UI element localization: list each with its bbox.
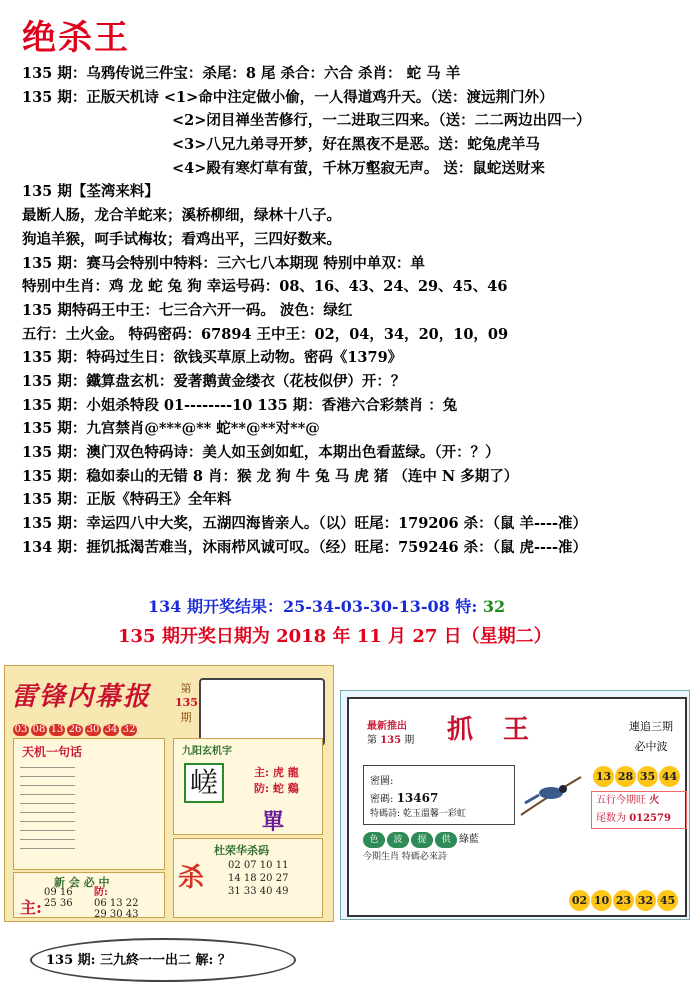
forecast-line: 135 期：特码过生日：欲钱买草原上动物。密码《1379》 <box>22 349 403 367</box>
panel-durong-nums: 02 07 10 11 14 18 20 27 31 33 40 49 <box>228 860 289 897</box>
number-ball: 03 <box>14 724 28 735</box>
panel-jiuyang-title: 九阳玄机字 <box>182 746 232 757</box>
forecast-line: <3>八兄九弟寻开梦，好在黑夜不是恶。送：蛇兔虎羊马 <box>172 136 540 154</box>
number-ball: 10 <box>591 890 612 911</box>
panel-tianji-rows: ───────────── ───────────── ───────────── ───────────── ───────────── ───────────── ───────────── ───────────── ───────────── ───────────── <box>20 764 75 853</box>
poster-right-code-box <box>363 765 515 825</box>
number-ball: 30 <box>86 724 100 735</box>
forecast-line: 五行：土火金。 特码密码：67894 王中王：02，04，34，20，10，09 <box>22 325 509 343</box>
number-ball: 32 <box>635 890 656 911</box>
poster-left-blank-box <box>199 678 325 746</box>
number-ball: 23 <box>613 890 634 911</box>
forecast-line: <2>闭目禅坐苦修行，一二进取三四来。（送：二二两边出四一） <box>172 112 591 130</box>
poster-left-panel-durong <box>173 838 323 918</box>
chip: 波 <box>387 832 409 848</box>
forecast-lines <box>22 62 672 559</box>
poster-right-title: 抓王 <box>447 715 560 745</box>
number-ball: 13 <box>50 724 64 735</box>
poster-left-balls <box>13 724 139 736</box>
poster-left-panel-tianji <box>13 738 165 870</box>
panel-tianji-title: 天机一句话 <box>22 745 83 759</box>
forecast-line: 135 期：乌鸦传说三件宝：杀尾：8 尾 杀合：六合 杀肖： 蛇 马 羊 <box>22 65 461 82</box>
code-value: 密碼: 13467 <box>370 791 439 805</box>
code-mima-label: 密圖: <box>370 776 394 787</box>
number-ball: 32 <box>122 724 136 735</box>
forecast-line: 135 期：鐵算盘玄机：爱著鹅黄金缕衣（花枝似伊）开：？ <box>22 372 406 390</box>
panel-xinhui-key: 主: <box>20 898 42 917</box>
poster-zhuawang <box>340 690 690 920</box>
number-ball: 28 <box>615 766 636 787</box>
forecast-line: 狗追羊猴，呵手试梅妆；看鸡出平，三四好数来。 <box>22 230 341 248</box>
result-numbers: 25-34-03-30-13-08 <box>282 597 450 616</box>
panel-durong-big: 杀 <box>178 863 205 893</box>
forecast-line: 135 期：稳如泰山的无错 8 肖：猴 龙 狗 牛 兔 马 虎 猪 （连中 N 多期了） <box>22 467 519 485</box>
poster-right-verse: 今期生肖 特碼必來詩 <box>363 852 447 862</box>
poster-right-top-balls <box>593 765 681 787</box>
forecast-line: 135 期：九宫禁肖@***@** 蛇**@**对**@ <box>22 420 320 438</box>
number-ball: 02 <box>569 890 590 911</box>
number-ball: 44 <box>659 766 680 787</box>
forecast-line: <4>殿有寒灯草有萤，千林万壑寂无声。 送：鼠蛇送财来 <box>172 159 545 177</box>
poster-right-issue: 第 135 期 <box>367 735 415 746</box>
panel-xinhui-title: 新 会 必 中 <box>54 876 110 889</box>
forecast-line: 135 期：澳门双色特码诗：美人如玉剑如虹，本期出色看蓝绿。（开：？） <box>22 444 500 461</box>
forecast-line: 134 期：捱饥抵渴苦难当，沐雨栉风诚可叹。（经）旺尾：759246 杀：（鼠 虎----准） <box>22 538 588 556</box>
forecast-line: 135 期【荃湾来料】 <box>22 183 159 201</box>
number-ball: 34 <box>104 724 118 735</box>
chip: 提 <box>411 832 433 848</box>
poster-right-bottom-balls <box>569 889 679 911</box>
poster-right-wuxing: 五行今期旺 火 尾数为 012579 <box>591 791 687 829</box>
poster-left-issue: 第 135 期 <box>175 682 198 724</box>
number-ball: 45 <box>657 890 678 911</box>
poster-left-panel-jiuyang <box>173 738 323 835</box>
panel-jiuyang-dan: 單 <box>262 809 285 835</box>
number-ball: 08 <box>32 724 46 735</box>
forecast-line: 135 期：正版《特码王》全年料 <box>22 491 232 509</box>
result-special-label: 特: <box>449 597 483 616</box>
draw-date: 135 期开奖日期为 2018 年 11 月 27 日（星期二） <box>118 626 552 647</box>
panel-xinhui-nums1: 09 16 25 36 <box>44 887 73 909</box>
poster-right-new: 最新推出 <box>367 721 407 732</box>
poster-right-frame <box>347 697 687 917</box>
panel-durong-title: 杜荣华杀码 <box>214 844 269 857</box>
poster-right-tag: 連追三期 必中波 <box>629 720 673 753</box>
forecast-line: 135 期：赛马会特别中特料：三六七八本期现 特别中单双：单 <box>22 254 425 272</box>
result-label: 134 期开奖结果： <box>148 597 283 616</box>
chip: 色 <box>363 832 385 848</box>
panel-jiuyang-main: 主: 虎 龍 防: 蛇 鷄 <box>254 766 299 795</box>
code-poem: 特碼詩: 乾玉溫馨一彩虹 <box>370 809 466 819</box>
forecast-line: 最断人肠，龙合羊蛇来；溪桥柳细，绿林十八子。 <box>22 207 341 225</box>
page-title: 绝杀王 <box>22 18 130 58</box>
number-ball: 35 <box>637 766 658 787</box>
chip: 供 <box>435 832 457 848</box>
result-special: 32 <box>482 597 506 616</box>
forecast-line: 135 期：正版天机诗 <1>命中注定做小偷，一人得道鸡升天。（送：渡远荆门外） <box>22 88 554 106</box>
bubble-text: 135 期: 三九終一一出二 解: ？ <box>46 953 231 968</box>
forecast-line: 135 期：小姐杀特段 01--------10 135 期：香港六合彩禁肖 ：兔 <box>22 396 458 414</box>
bird-branch-illustration <box>517 767 585 823</box>
poster-left-panel-xinhui <box>13 872 165 918</box>
poster-left-title: 雷锋内幕报 <box>11 682 152 712</box>
poster-leifeng <box>4 665 334 922</box>
poster-right-chips <box>363 827 479 848</box>
forecast-line: 特别中生肖：鸡 龙 蛇 兔 狗 幸运号码：08、16、43、24、29、45、46 <box>22 278 508 296</box>
forecast-line: 135 期：幸运四八中大奖，五湖四海皆亲人。（以）旺尾：179206 杀：（鼠 羊----准） <box>22 515 588 533</box>
panel-xinhui-nums2: 防: 06 13 22 29 30 43 <box>94 887 139 920</box>
draw-result <box>148 594 505 617</box>
number-ball: 26 <box>68 724 82 735</box>
chip-tail: 綠藍 <box>459 834 479 845</box>
panel-jiuyang-char: 嵯 <box>184 763 224 803</box>
forecast-line: 135 期特码王中王：七三合六开一码。 波色：绿红 <box>22 301 353 319</box>
number-ball: 13 <box>593 766 614 787</box>
